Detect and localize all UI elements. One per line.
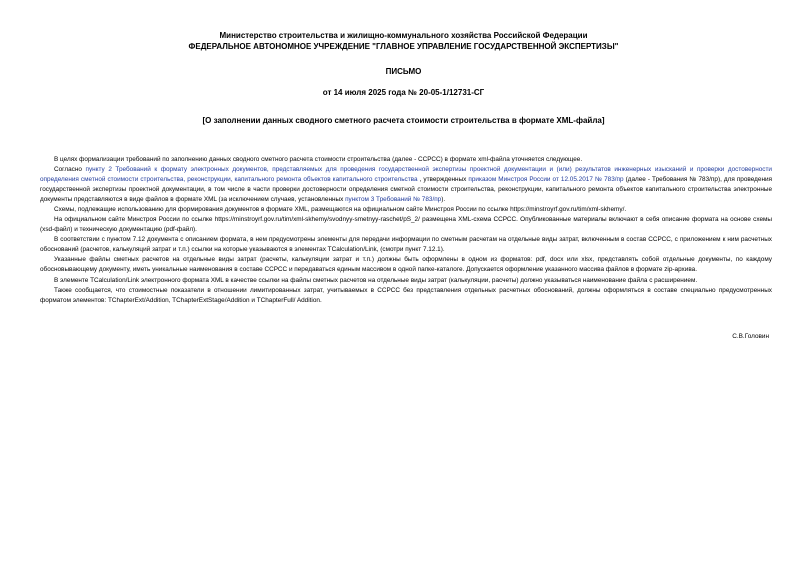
letter-body	[40, 155, 772, 306]
signature: С.В.Головин	[732, 333, 769, 340]
paragraph-1: В целях формализации требований по заполнению данных сводного сметного расчета стоимости строительства (далее - ССРСС) в формате xml-файла уточняется следующее.	[54, 156, 583, 163]
paragraph-2	[40, 165, 772, 204]
letter-header	[0, 30, 807, 52]
letter-subject: [О заполнении данных сводного сметного расчета стоимости строительства в формате XML-файла]	[202, 116, 605, 125]
requirements-link[interactable]: пункту 2 Требований к формату электронных документов, представляемых для проведения государственной экспертизы проектной документации и (или) результатов инженерных изысканий и проверки достоверности определения сметной стоимости строительства, реконструкции, капитального ремонта объектов капитального строительства	[40, 166, 772, 184]
paragraph-3: Схемы, подлежащие использованию для формирования документов в формате XML, размещаются на официальном сайте Минстроя России по ссылке https://minstroyrf.gov.ru/tim/xml-skhemy/.	[54, 205, 627, 213]
letter-type: ПИСЬМО	[385, 67, 422, 76]
order-link[interactable]: приказом Минстроя России от 12.05.2017 № 783/пр	[468, 176, 624, 184]
institution-name: ФЕДЕРАЛЬНОЕ АВТОНОМНОЕ УЧРЕЖДЕНИЕ "ГЛАВНОЕ УПРАВЛЕНИЕ ГОСУДАРСТВЕННОЙ ЭКСПЕРТИЗЫ"	[188, 42, 619, 51]
letter-date-number: от 14 июля 2025 года № 20-05-1/12731-СГ	[322, 88, 485, 97]
ministry-name: Министерство строительства и жилищно-коммунального хозяйства Российской Федерации	[219, 31, 588, 40]
paragraph-6: Указанные файлы сметных расчетов на отдельные виды затрат (расчеты, калькуляции затрат и т.п.) должны быть оформлены в одном из форматов: pdf, docx или xlsx, представлять собой отдельные документы, по каждому обосновывающему документу, иметь уникальные наименования в составе ССРСС и передаваться единым массивом в одной папке-каталоге. Допускается оформление указанного массива файлов в формате zip-архива.	[40, 256, 772, 274]
paragraph-2-prefix: Согласно	[54, 166, 86, 174]
paragraph-7: В элементе TCalculation/Link электронного формата XML в качестве ссылки на файлы сметных расчетов на отдельные виды затрат (калькуляции, расчеты) должно указываться наименование файла с расширением.	[54, 276, 698, 284]
clause-3-link[interactable]: пунктом 3 Требований № 783/пр	[345, 195, 442, 203]
paragraph-4: На официальном сайте Минстроя России по ссылке https://minstroyrf.gov.ru/tim/xml-skhemy/svodnyy-smetnyy-raschet/pS_2/ размещена XML-схема ССРСС. Опубликованные материалы включают в себя описание формата на основе схемы (xsd-файл) и техническую документацию (pdf-файл).	[40, 216, 772, 234]
paragraph-2-mid2: (далее - Требования № 783/пр), для проведения государственной экспертизы проектной документации, в том числе в части проверки достоверности определения сметной стоимости строительства, реконструкции, капитального ремонта объектов капитального строительства электронные документы представляются в виде файлов в формате XML (за исключением случаев, установленных	[40, 176, 772, 203]
paragraph-8: Также сообщается, что стоимостные показатели в отношении лимитированных затрат, учитываемых в ССРСС без представления отдельных расчетных обоснований, должны оформляться в составе специально предусмотренных форматом элементов: TChapterExt/Addition, TChapterExtStage/Addition и TChapterFull/ Addition.	[40, 286, 772, 304]
paragraph-2-mid1: , утвержденных	[417, 176, 469, 184]
paragraph-2-suffix: ).	[441, 195, 446, 203]
paragraph-5: В соответствии с пунктом 7.12 документа с описанием формата, в нем предусмотрены элементы для передачи информации по сметным расчетам на отдельные виды затрат, включенным в состав ССРСС, с приложением к ним расчетных обоснований (расчетов, калькуляций затрат и т.п.) ссылки на которые указываются в элементах TCalculation/Link, (смотри пункт 7.12.1).	[40, 236, 772, 254]
